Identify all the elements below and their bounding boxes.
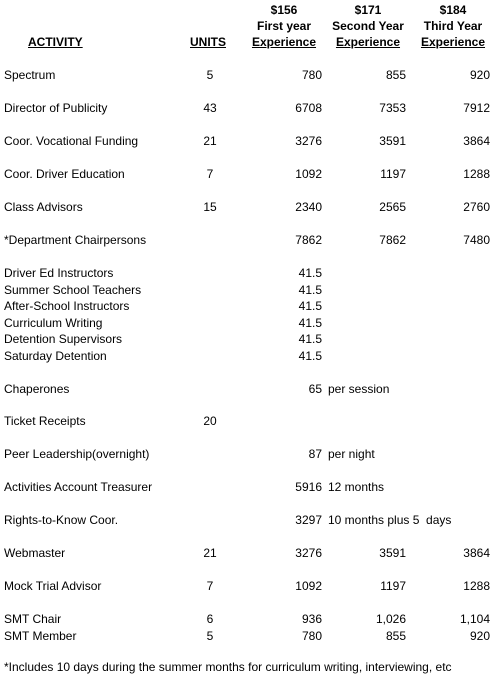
- row-col3: 920: [469, 629, 490, 643]
- row-col1: 1092: [295, 167, 322, 181]
- row-activity: Driver Ed Instructors: [4, 266, 114, 280]
- row-units: 5: [206, 68, 214, 82]
- row-activity: Director of Publicity: [4, 101, 108, 115]
- row-col2: 855: [385, 68, 406, 82]
- row-activity: Webmaster: [4, 546, 66, 560]
- row-col1: 41.5: [298, 299, 322, 313]
- row-col1: 87: [308, 447, 322, 461]
- row-units: 6: [206, 612, 214, 626]
- row-activity: After-School Instructors: [4, 299, 130, 313]
- row-units: 43: [203, 101, 217, 115]
- row-col2: 1,026: [375, 612, 406, 626]
- row-col2: 7862: [379, 233, 406, 247]
- row-activity: SMT Chair: [4, 612, 62, 626]
- row-col1: 780: [301, 68, 322, 82]
- row-col1: 41.5: [298, 349, 322, 363]
- row-col1: 41.5: [298, 316, 322, 330]
- col2-line1: Second Year: [332, 19, 404, 33]
- footnote: *Includes 10 days during the summer months for curriculum writing, interviewing, etc: [4, 660, 452, 674]
- col2-amount: $171: [354, 3, 382, 17]
- row-col2: 1197: [380, 167, 406, 181]
- row-col1: 2340: [295, 200, 322, 214]
- row-col2: 7353: [379, 101, 406, 115]
- row-note: 10 months plus 5 days: [328, 513, 452, 527]
- col3-line1: Third Year: [423, 19, 483, 33]
- row-note: 12 months: [328, 480, 385, 494]
- row-activity: Saturday Detention: [4, 349, 107, 363]
- row-units: 20: [203, 414, 217, 428]
- col2-line2: Experience: [335, 35, 401, 49]
- row-col1: 3276: [295, 546, 322, 560]
- row-col3: 1,104: [459, 612, 490, 626]
- row-col2: 1197: [380, 579, 406, 593]
- row-activity: Peer Leadership(overnight): [4, 447, 150, 461]
- row-col1: 780: [301, 629, 322, 643]
- row-activity: Ticket Receipts: [4, 414, 86, 428]
- row-col3: 7480: [463, 233, 490, 247]
- row-activity: Mock Trial Advisor: [4, 579, 102, 593]
- row-col2: 3591: [379, 546, 406, 560]
- row-activity: *Department Chairpersons: [4, 233, 147, 247]
- row-col1: 936: [301, 612, 322, 626]
- row-activity: Coor. Vocational Funding: [4, 134, 139, 148]
- row-col1: 5916: [295, 480, 322, 494]
- row-col1: 3297: [295, 513, 322, 527]
- row-units: 7: [206, 579, 214, 593]
- row-col3: 2760: [463, 200, 490, 214]
- row-units: 21: [203, 546, 217, 560]
- row-col2: 855: [385, 629, 406, 643]
- row-col1: 1092: [295, 579, 322, 593]
- row-col1: 65: [308, 382, 322, 396]
- col1-amount: $156: [270, 3, 298, 17]
- row-activity: Coor. Driver Education: [4, 167, 125, 181]
- row-units: 21: [203, 134, 217, 148]
- row-activity: Spectrum: [4, 68, 56, 82]
- row-col3: 1288: [463, 579, 490, 593]
- row-activity: Activities Account Treasurer: [4, 480, 153, 494]
- row-activity: Rights-to-Know Coor.: [4, 513, 119, 527]
- row-activity: Chaperones: [4, 382, 70, 396]
- row-activity: SMT Member: [4, 629, 77, 643]
- col3-amount: $184: [439, 3, 467, 17]
- row-col1: 7862: [295, 233, 322, 247]
- row-col3: 920: [469, 68, 490, 82]
- row-activity: Class Advisors: [4, 200, 83, 214]
- row-activity: Detention Supervisors: [4, 332, 123, 346]
- units-header: UNITS: [190, 35, 226, 49]
- row-col1: 3276: [295, 134, 322, 148]
- row-col2: 2565: [379, 200, 406, 214]
- row-col3: 7912: [463, 101, 490, 115]
- row-col3: 3864: [463, 546, 490, 560]
- row-col3: 3864: [463, 134, 490, 148]
- activity-header: ACTIVITY: [28, 35, 83, 49]
- row-units: 7: [206, 167, 214, 181]
- row-note: per night: [328, 447, 375, 461]
- col1-line1: First year: [256, 19, 312, 33]
- row-col1: 41.5: [298, 283, 322, 297]
- row-col1: 41.5: [298, 332, 322, 346]
- row-col3: 1288: [463, 167, 490, 181]
- row-col2: 3591: [379, 134, 406, 148]
- row-col1: 6708: [295, 101, 322, 115]
- row-col1: 41.5: [298, 266, 322, 280]
- row-note: per session: [328, 382, 390, 396]
- row-units: 15: [203, 200, 217, 214]
- col3-line2: Experience: [420, 35, 486, 49]
- row-activity: Curriculum Writing: [4, 316, 103, 330]
- col1-line2: Experience: [251, 35, 317, 49]
- row-activity: Summer School Teachers: [4, 283, 142, 297]
- row-units: 5: [206, 629, 214, 643]
